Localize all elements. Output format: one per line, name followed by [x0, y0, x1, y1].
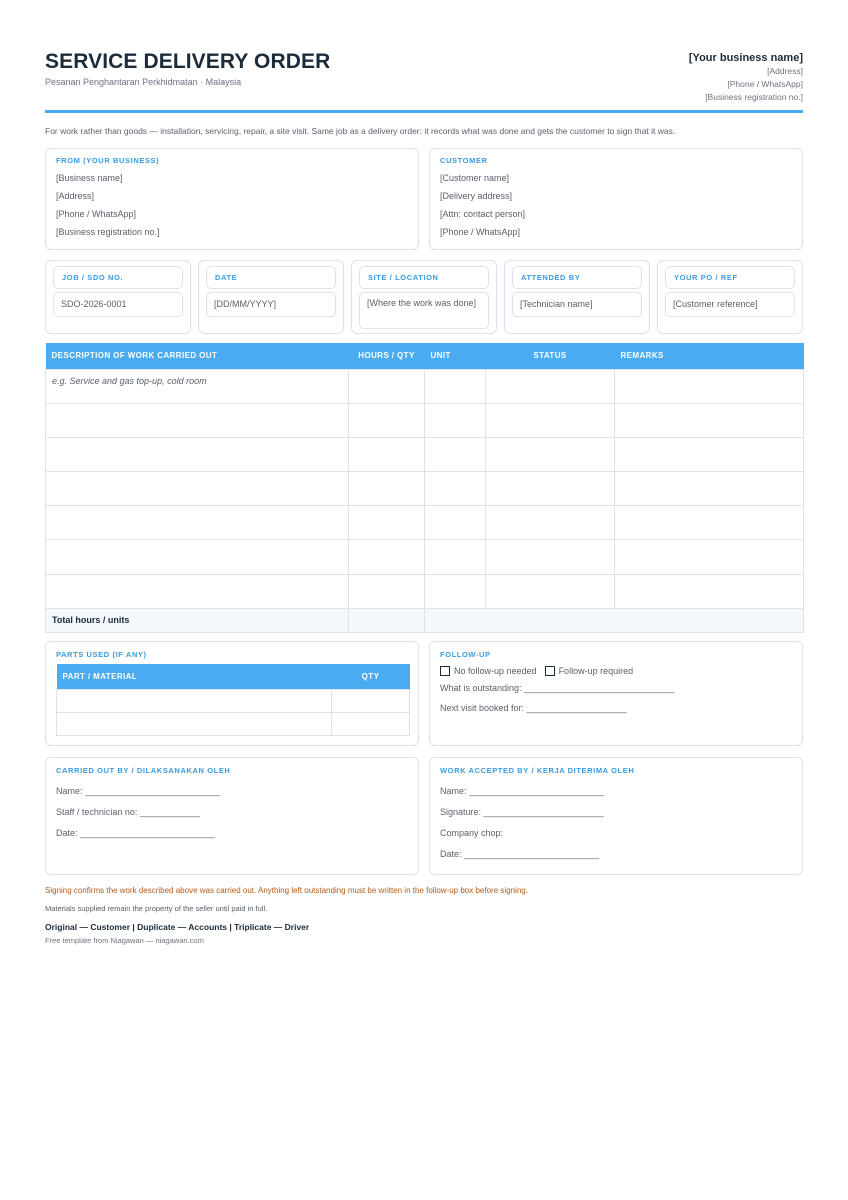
work-remarks-cell[interactable] — [615, 472, 804, 506]
work-description-cell[interactable]: e.g. Service and gas top-up, cold room — [46, 369, 349, 403]
from-registration[interactable]: [Business registration no.] — [56, 227, 160, 237]
col-description: DESCRIPTION OF WORK CARRIED OUT — [46, 343, 349, 369]
meta-job-no-label: JOB / SDO NO. — [53, 266, 183, 289]
business-name[interactable]: [Your business name] — [688, 52, 803, 64]
parts-box — [45, 641, 419, 746]
outstanding-field[interactable]: What is outstanding: ______________________________ — [440, 683, 675, 693]
work-hours-cell[interactable] — [349, 506, 425, 540]
follow-up-label: FOLLOW-UP — [440, 650, 491, 659]
work-remarks-cell[interactable] — [615, 369, 804, 403]
from-box — [45, 148, 419, 250]
work-hours-cell[interactable] — [349, 574, 425, 608]
business-block — [689, 51, 803, 104]
work-status-cell[interactable] — [486, 574, 615, 608]
meta-site-field[interactable]: [Where the work was done] — [359, 292, 489, 329]
business-address[interactable]: [Address] — [767, 66, 803, 76]
meta-date-label: DATE — [206, 266, 336, 289]
signing-note: Signing confirms the work described above was carried out. Anything left outstanding must be written in the follow-up box before signing. — [45, 886, 528, 895]
staff-no-field[interactable]: Staff / technician no: ____________ — [56, 807, 200, 817]
no-follow-up-label: No follow-up needed — [454, 666, 537, 676]
document-header — [45, 48, 803, 112]
part-material-cell[interactable] — [57, 712, 332, 735]
work-status-cell[interactable] — [486, 437, 615, 471]
next-visit-field[interactable]: Next visit booked for: ____________________ — [440, 703, 627, 713]
table-row — [46, 369, 804, 403]
meta-po-ref-label: YOUR PO / REF — [665, 266, 795, 289]
work-remarks-cell[interactable] — [615, 574, 804, 608]
no-follow-up-checkbox[interactable] — [440, 666, 450, 676]
meta-date — [198, 260, 344, 334]
meta-site-label: SITE / LOCATION — [359, 266, 489, 289]
table-row — [46, 574, 804, 608]
work-table-header — [46, 343, 804, 369]
from-business-name[interactable]: [Business name] — [56, 173, 123, 183]
work-status-cell[interactable] — [486, 369, 615, 403]
company-chop-field[interactable]: Company chop: — [440, 828, 504, 838]
document-title: SERVICE DELIVERY ORDER — [45, 50, 331, 73]
table-row — [57, 689, 410, 712]
work-status-cell[interactable] — [486, 506, 615, 540]
table-row — [46, 540, 804, 574]
work-unit-cell[interactable] — [425, 472, 486, 506]
table-row — [46, 472, 804, 506]
work-unit-cell[interactable] — [425, 506, 486, 540]
table-row — [46, 437, 804, 471]
meta-attended-by — [504, 260, 650, 334]
meta-attended-by-field[interactable]: [Technician name] — [512, 292, 642, 317]
signature-field[interactable]: Signature: ________________________ — [440, 807, 604, 817]
part-qty-cell[interactable] — [332, 689, 410, 712]
meta-job-no-field[interactable]: SDO-2026-0001 — [53, 292, 183, 317]
meta-job-no — [45, 260, 191, 334]
work-status-cell[interactable] — [486, 540, 615, 574]
col-remarks: REMARKS — [615, 343, 804, 369]
carried-out-box — [45, 757, 419, 875]
work-description-cell[interactable] — [46, 403, 349, 437]
work-hours-cell[interactable] — [349, 472, 425, 506]
meta-attended-by-label: ATTENDED BY — [512, 266, 642, 289]
table-row — [46, 506, 804, 540]
business-registration[interactable]: [Business registration no.] — [705, 92, 803, 102]
work-description-cell[interactable] — [46, 437, 349, 471]
follow-up-box — [429, 641, 803, 746]
meta-date-field[interactable]: [DD/MM/YYYY] — [206, 292, 336, 317]
col-hours-qty: HOURS / QTY — [349, 343, 425, 369]
customer-attn[interactable]: [Attn: contact person] — [440, 209, 526, 219]
work-remarks-cell[interactable] — [615, 506, 804, 540]
work-unit-cell[interactable] — [425, 540, 486, 574]
work-remarks-cell[interactable] — [615, 437, 804, 471]
from-address[interactable]: [Address] — [56, 191, 95, 201]
copies-distribution: Original — Customer | Duplicate — Accounts | Triplicate — Driver — [45, 922, 310, 932]
carried-out-date-field[interactable]: Date: ___________________________ — [56, 828, 216, 838]
work-hours-cell[interactable] — [349, 403, 425, 437]
carried-out-name-field[interactable]: Name: ___________________________ — [56, 786, 221, 796]
work-status-cell[interactable] — [486, 403, 615, 437]
meta-site — [351, 260, 497, 334]
table-row — [46, 403, 804, 437]
customer-delivery-address[interactable]: [Delivery address] — [440, 191, 513, 201]
materials-note: Materials supplied remain the property of the seller until paid in full. — [45, 904, 268, 913]
accepted-box — [429, 757, 803, 875]
meta-po-ref — [657, 260, 803, 334]
work-description-cell[interactable] — [46, 506, 349, 540]
from-label: FROM (YOUR BUSINESS) — [56, 156, 160, 165]
parts-table-header — [57, 664, 410, 689]
work-description-cell[interactable] — [46, 540, 349, 574]
work-hours-cell[interactable] — [349, 540, 425, 574]
follow-up-required-label: Follow-up required — [558, 666, 634, 676]
total-row — [46, 608, 804, 632]
parts-label: PARTS USED (IF ANY) — [56, 650, 147, 659]
business-phone[interactable]: [Phone / WhatsApp] — [727, 79, 803, 89]
parts-table — [56, 664, 410, 736]
work-remarks-cell[interactable] — [615, 403, 804, 437]
col-unit: UNIT — [425, 343, 486, 369]
customer-name[interactable]: [Customer name] — [440, 173, 510, 183]
col-status: STATUS — [486, 343, 615, 369]
work-remarks-cell[interactable] — [615, 540, 804, 574]
work-unit-cell[interactable] — [425, 369, 486, 403]
carried-out-label: CARRIED OUT BY / DILAKSANAKAN OLEH — [56, 766, 231, 775]
customer-box — [429, 148, 803, 250]
total-label: Total hours / units — [46, 608, 349, 632]
work-description-cell[interactable] — [46, 472, 349, 506]
follow-up-required-checkbox[interactable] — [545, 666, 555, 676]
from-phone[interactable]: [Phone / WhatsApp] — [56, 209, 137, 219]
part-material-cell[interactable] — [57, 689, 332, 712]
accepted-label: WORK ACCEPTED BY / KERJA DITERIMA OLEH — [440, 766, 635, 775]
accepted-name-field[interactable]: Name: ___________________________ — [440, 786, 605, 796]
total-blank-cell — [425, 608, 804, 632]
work-status-cell[interactable] — [486, 472, 615, 506]
work-unit-cell[interactable] — [425, 403, 486, 437]
meta-po-ref-field[interactable]: [Customer reference] — [665, 292, 795, 317]
follow-up-options — [440, 666, 792, 676]
table-row — [57, 712, 410, 735]
customer-label: CUSTOMER — [440, 156, 488, 165]
work-hours-cell[interactable] — [349, 369, 425, 403]
work-unit-cell[interactable] — [425, 437, 486, 471]
total-hours-cell[interactable] — [349, 608, 425, 632]
work-description-cell[interactable] — [46, 574, 349, 608]
col-part-material: PART / MATERIAL — [57, 664, 332, 689]
intro-text: For work rather than goods — installation, servicing, repair, a site visit. Same job as a delivery order: it records what was done and gets the customer to sign that it was. — [45, 126, 676, 136]
document-subtitle: Pesanan Penghantaran Perkhidmatan · Malaysia — [45, 77, 242, 87]
work-table — [45, 343, 804, 633]
col-part-qty: QTY — [332, 664, 410, 689]
header-divider — [45, 110, 803, 113]
accepted-date-field[interactable]: Date: ___________________________ — [440, 849, 600, 859]
part-qty-cell[interactable] — [332, 712, 410, 735]
template-credit: Free template from Niagawan — niagawan.com — [45, 936, 204, 945]
customer-phone[interactable]: [Phone / WhatsApp] — [440, 227, 521, 237]
work-unit-cell[interactable] — [425, 574, 486, 608]
work-hours-cell[interactable] — [349, 437, 425, 471]
